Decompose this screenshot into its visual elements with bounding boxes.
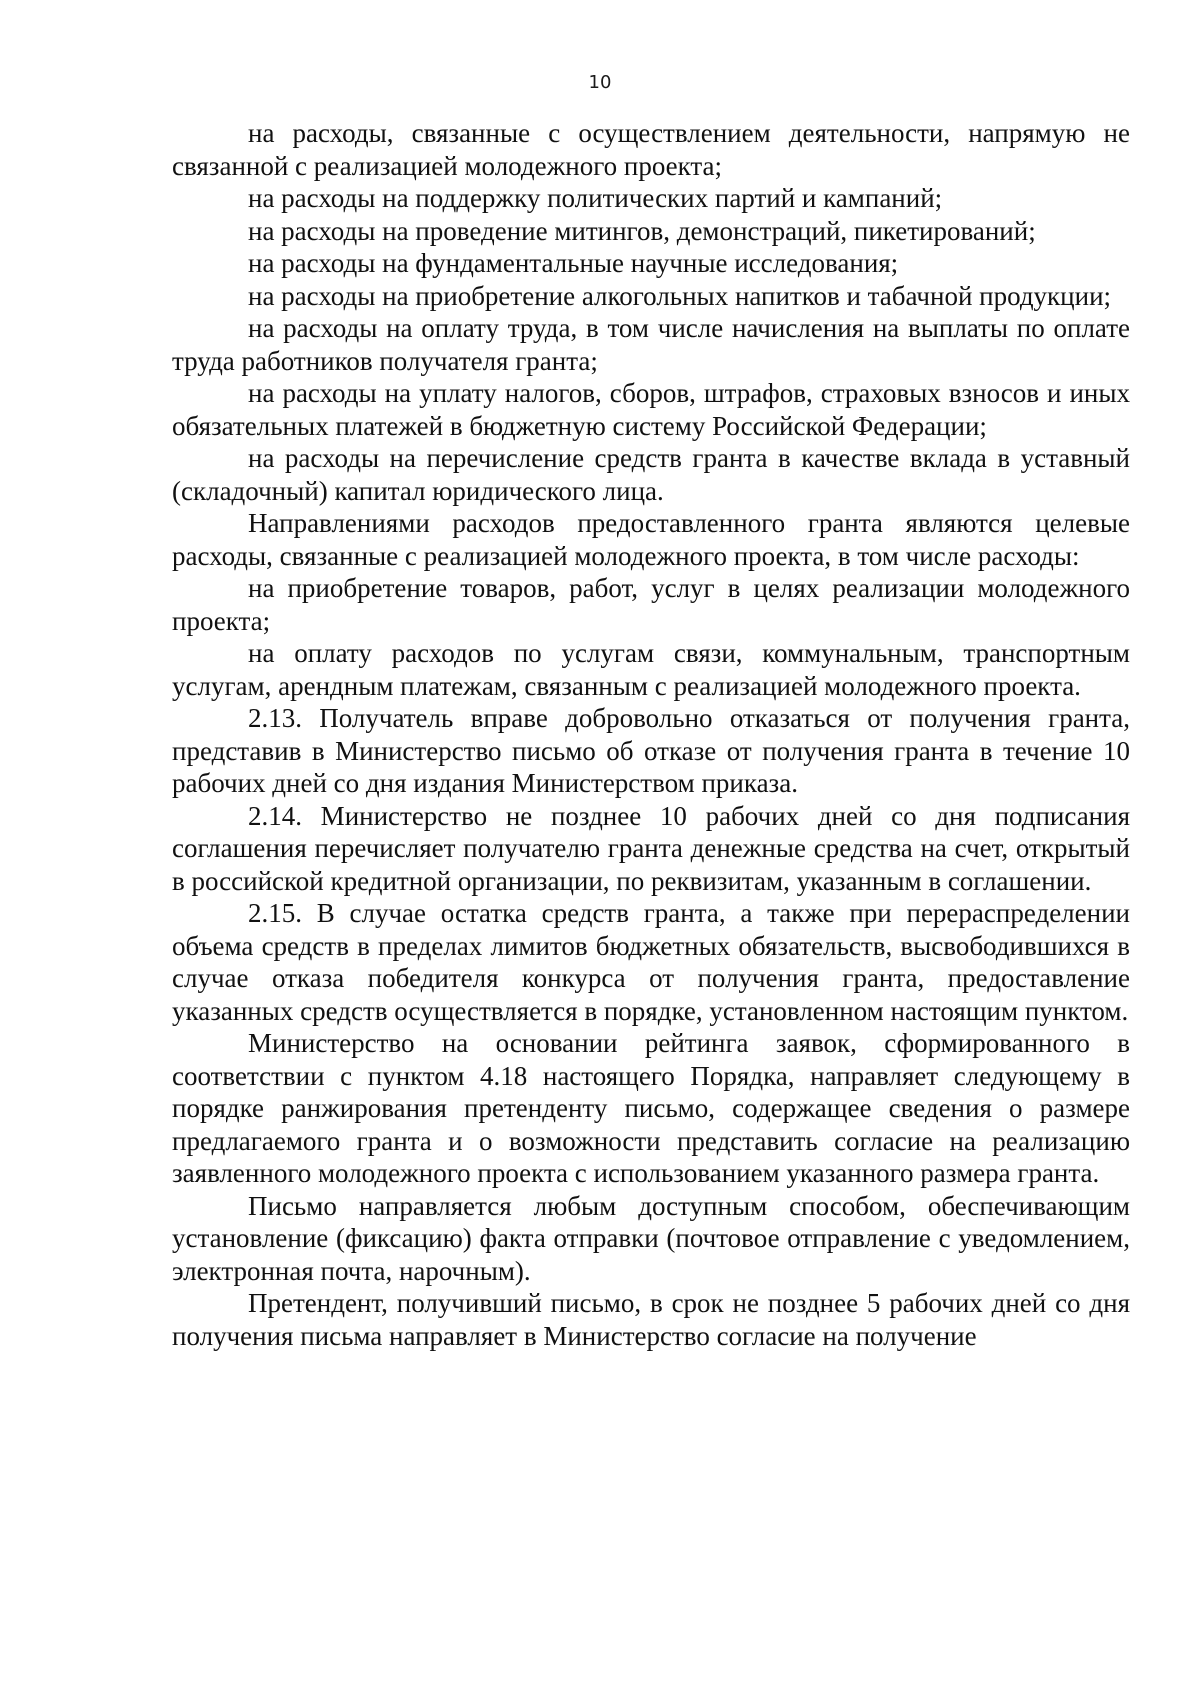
paragraph-expense-alcohol: на расходы на приобретение алкогольных напитков и табачной продукции; (248, 280, 1112, 311)
paragraph-clause-2-15: 2.15. В случае остатка средств гранта, а также при перераспределении объема средств в пределах лимитов бюджетных обязательств, высвободившихся в случае отказа победителя конкурса от получения гранта, предоставление указанных средств осуществляется в порядке, установленном настоящим пунктом. (172, 898, 1130, 1026)
paragraph-applicant-consent: Претендент, получивший письмо, в срок не позднее 5 рабочих дней со дня получения письма направляет в Министерство согласие на получение (172, 1288, 1130, 1351)
paragraph-clause-2-14: 2.14. Министерство не позднее 10 рабочих дней со дня подписания соглашения перечисляет получателю гранта денежные средства на счет, открытый в российской кредитной организации, по реквизитам, указанным в соглашении. (172, 800, 1130, 896)
page-number: 10 (588, 72, 612, 93)
paragraph-expense-unrelated: на расходы, связанные с осуществлением деятельности, напрямую не связанной с реализацией молодежного проекта; (172, 118, 1130, 181)
paragraph-expense-capital: на расходы на перечисление средств гранта в качестве вклада в уставный (складочный) капитал юридического лица. (172, 443, 1130, 506)
paragraph-clause-2-13: 2.13. Получатель вправе добровольно отказаться от получения гранта, представив в Министерство письмо об отказе от получения гранта в течение 10 рабочих дней со дня издания Министерством приказа. (172, 703, 1130, 798)
document-body (172, 117, 1130, 1352)
paragraph-target-expenses: Направлениями расходов предоставленного гранта являются целевые расходы, связанные с реализацией молодежного проекта, в том числе расходы: (172, 508, 1130, 571)
paragraph-letter-delivery: Письмо направляется любым доступным способом, обеспечивающим установление (фиксацию) факта отправки (почтовое отправление с уведомлением, электронная почта, нарочным). (172, 1190, 1130, 1286)
paragraph-expense-rallies: на расходы на проведение митингов, демонстраций, пикетирований; (248, 215, 1036, 246)
paragraph-expense-research: на расходы на фундаментальные научные исследования; (248, 248, 899, 278)
paragraph-ministry-rating: Министерство на основании рейтинга заявок, сформированного в соответствии с пунктом 4.18 настоящего Порядка, направляет следующему в порядке ранжирования претенденту письмо, содержащее сведения о размере предлагаемого гранта и о возможности представить согласие на реализацию заявленного молодежного проекта с использованием указанного размера гранта. (172, 1028, 1130, 1188)
paragraph-expense-political: на расходы на поддержку политических партий и кампаний; (248, 183, 943, 213)
paragraph-expense-taxes: на расходы на уплату налогов, сборов, штрафов, страховых взносов и иных обязательных платежей в бюджетную систему Российской Федерации; (172, 378, 1130, 441)
paragraph-expense-salary: на расходы на оплату труда, в том числе начисления на выплаты по оплате труда работников получателя гранта; (172, 313, 1130, 376)
paragraph-target-goods: на приобретение товаров, работ, услуг в целях реализации молодежного проекта; (172, 573, 1130, 636)
paragraph-target-services: на оплату расходов по услугам связи, коммунальным, транспортным услугам, арендным платежам, связанным с реализацией молодежного проекта. (172, 638, 1130, 701)
